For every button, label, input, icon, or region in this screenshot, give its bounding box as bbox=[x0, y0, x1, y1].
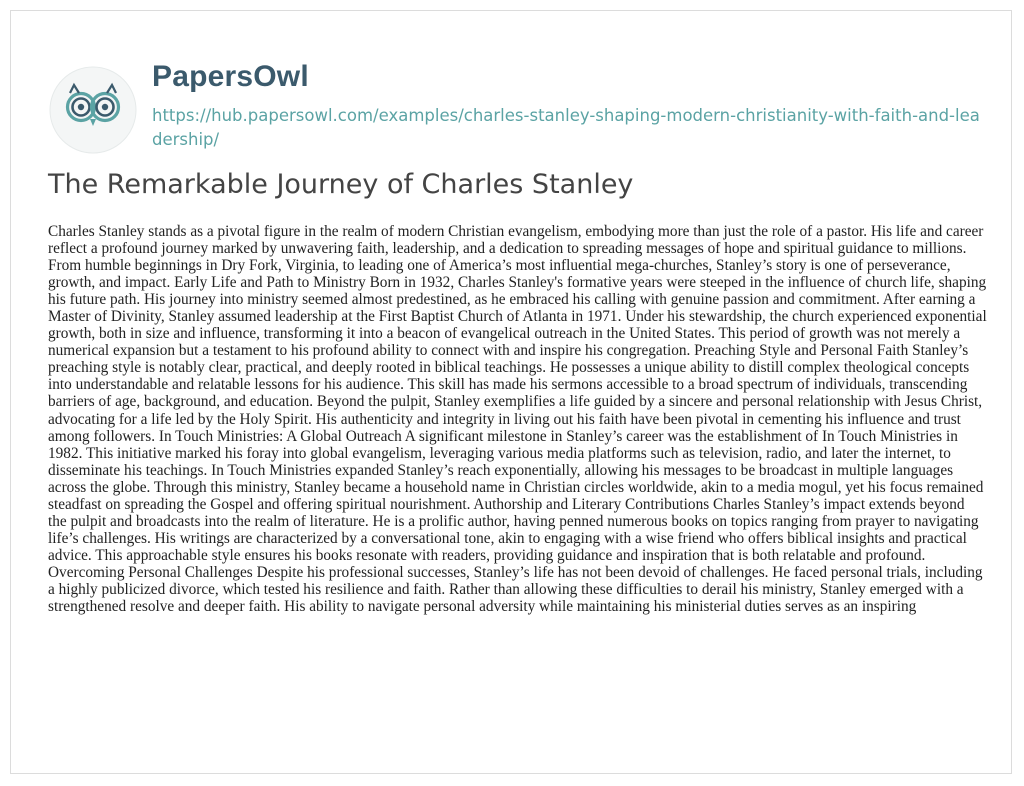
brand-name: PapersOwl bbox=[152, 60, 309, 93]
owl-logo-icon bbox=[48, 65, 138, 155]
document-header bbox=[48, 58, 988, 158]
document-title: The Remarkable Journey of Charles Stanley bbox=[48, 169, 634, 200]
source-url-link[interactable]: https://hub.papersowl.com/examples/charles-stanley-shaping-modern-christianity-with-faith-and-leadership/ bbox=[152, 106, 980, 149]
document-body-text: Charles Stanley stands as a pivotal figure in the realm of modern Christian evangelism, embodying more than just the role of a pastor. His life and career reflect a profound journey marked by unwavering faith, leadership, and a dedication to spreading messages of hope and spiritual guidance to millions. From humble beginnings in Dry Fork, Virginia, to leading one of America’s most influential mega-churches, Stanley’s story is one of perseverance, growth, and impact. Early Life and Path to Ministry Born in 1932, Charles Stanley's formative years were steeped in the influence of church life, shaping his future path. His journey into ministry seemed almost predestined, as he embraced his calling with genuine passion and commitment. After earning a Master of Divinity, Stanley assumed leadership at the First Baptist Church of Atlanta in 1971. Under his stewardship, the church experienced exponential growth, both in size and influence, transforming it into a beacon of evangelical outreach in the United States. This period of growth was not merely a numerical expansion but a testament to his profound ability to connect with and inspire his congregation. Preaching Style and Personal Faith Stanley’s preaching style is notably clear, practical, and deeply rooted in biblical teachings. He possesses a unique ability to distill complex theological concepts into understandable and relatable lessons for his audience. This skill has made his sermons accessible to a broad spectrum of individuals, transcending barriers of age, background, and education. Beyond the pulpit, Stanley exemplifies a life guided by a sincere and personal relationship with Jesus Christ, advocating for a life led by the Holy Spirit. His authenticity and integrity in living out his faith have been pivotal in cementing his influence and trust among followers. In Touch Ministries: A Global Outreach A significant milestone in Stanley’s career was the establishment of In Touch Ministries in 1982. This initiative marked his foray into global evangelism, leveraging various media platforms such as television, radio, and later the internet, to disseminate his teachings. In Touch Ministries expanded Stanley’s reach exponentially, allowing his messages to be broadcast in multiple languages across the globe. Through this ministry, Stanley became a household name in Christian circles worldwide, akin to a media mogul, yet his focus remained steadfast on spreading the Gospel and offering spiritual nourishment. Authorship and Literary Contributions Charles Stanley’s impact extends beyond the pulpit and broadcasts into the realm of literature. He is a prolific author, having penned numerous books on topics ranging from prayer to navigating life’s challenges. His writings are characterized by a conversational tone, akin to engaging with a wise friend who offers biblical insights and practical advice. This approachable style ensures his books resonate with readers, providing guidance and inspiration that is both relatable and profound. Overcoming Personal Challenges Despite his professional successes, Stanley’s life has not been devoid of challenges. He faced personal trials, including a highly publicized divorce, which tested his resilience and faith. Rather than allowing these difficulties to derail his ministry, Stanley emerged with a strengthened resolve and deeper faith. His ability to navigate personal adversity while maintaining his ministerial duties serves as an inspiring bbox=[48, 223, 987, 616]
